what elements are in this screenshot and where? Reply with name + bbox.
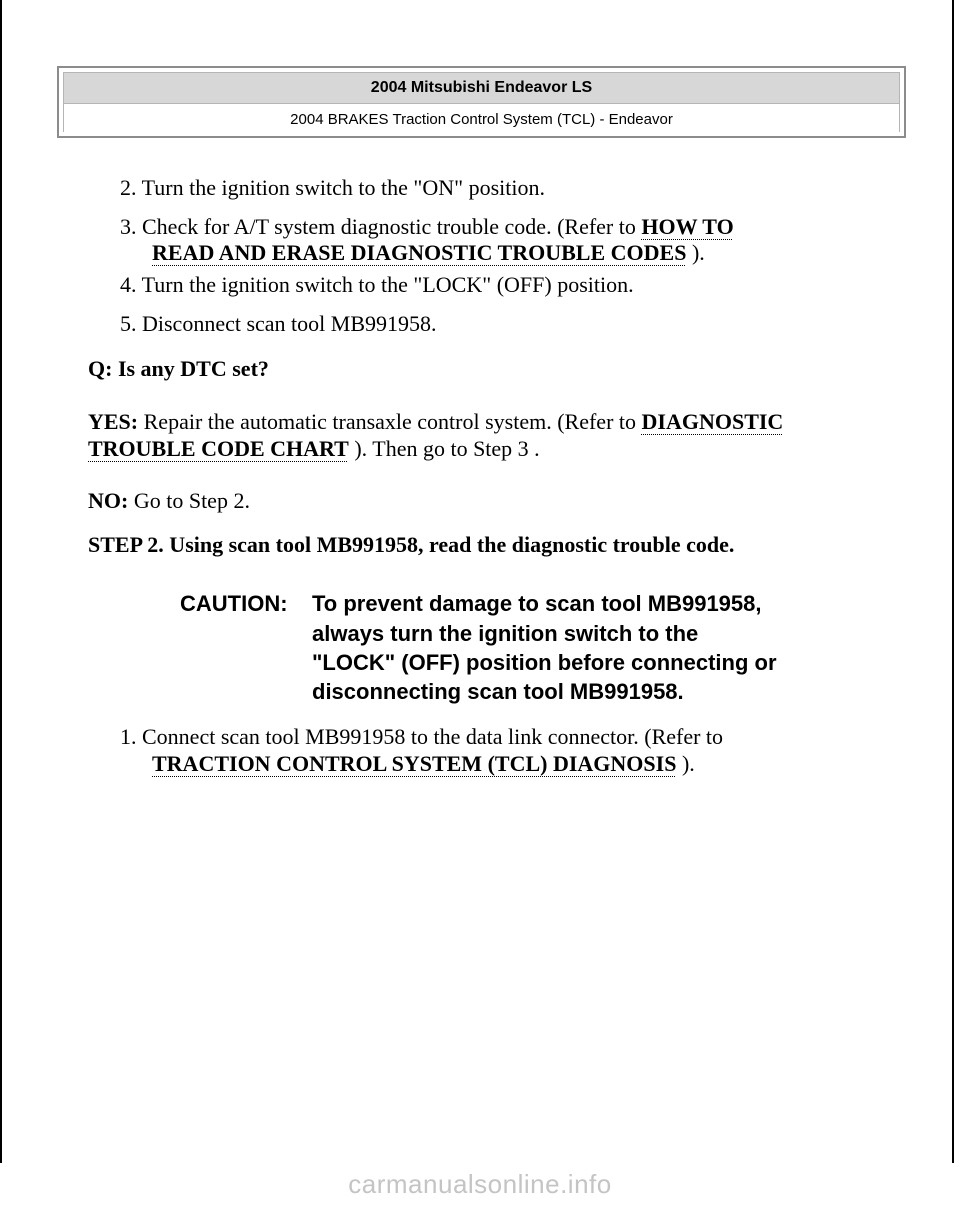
watermark: carmanualsonline.info xyxy=(348,1169,612,1199)
step-3-close: ). xyxy=(686,240,705,265)
no-label: NO: xyxy=(88,488,129,513)
step-1-close: ). xyxy=(676,751,695,776)
dtc-chart-link[interactable]: TROUBLE CODE CHART xyxy=(88,436,349,461)
dtc-question: Q: Is any DTC set? xyxy=(88,356,269,381)
caution-line-1: To prevent damage to scan tool MB991958, xyxy=(312,591,762,616)
tcl-diagnosis-link[interactable]: TRACTION CONTROL SYSTEM (TCL) DIAGNOSIS xyxy=(152,751,677,776)
header-title: 2004 Mitsubishi Endeavor LS xyxy=(64,73,899,104)
step-3-continued xyxy=(152,239,705,267)
document-header xyxy=(57,66,906,138)
yes-post: ). Then go to Step 3 . xyxy=(348,436,540,461)
yes-answer-continued xyxy=(88,435,540,463)
step-1-connect-scan-tool: 1. Connect scan tool MB991958 to the data link connector. (Refer to xyxy=(120,724,724,749)
page-border-right xyxy=(952,0,954,1163)
header-subtitle: 2004 BRAKES Traction Control System (TCL) - Endeavor xyxy=(64,104,899,135)
step-5-disconnect: 5. Disconnect scan tool MB991958. xyxy=(120,311,437,336)
page-border-left xyxy=(0,0,2,1163)
step-2-ignition-on: 2. Turn the ignition switch to the "ON" position. xyxy=(120,175,545,200)
caution-label: CAUTION: xyxy=(180,591,288,616)
step-2-heading: STEP 2. Using scan tool MB991958, read the diagnostic trouble code. xyxy=(88,532,735,557)
step-3-check-dtc xyxy=(120,213,734,241)
step-4-ignition-lock: 4. Turn the ignition switch to the "LOCK" (OFF) position. xyxy=(120,272,634,297)
header-inner xyxy=(63,72,900,132)
dtc-chart-link-part1[interactable]: DIAGNOSTIC xyxy=(641,409,784,434)
caution-line-3: "LOCK" (OFF) position before connecting or xyxy=(312,650,777,675)
no-answer xyxy=(88,487,250,515)
yes-label: YES: xyxy=(88,409,139,434)
how-to-read-erase-dtc-link-part1[interactable]: HOW TO xyxy=(641,214,734,239)
yes-answer xyxy=(88,408,783,436)
how-to-read-erase-dtc-link[interactable]: READ AND ERASE DIAGNOSTIC TROUBLE CODES xyxy=(152,240,687,265)
step-3-text: 3. Check for A/T system diagnostic trouble code. (Refer to xyxy=(120,214,642,239)
caution-line-4: disconnecting scan tool MB991958. xyxy=(312,679,684,704)
yes-text: Repair the automatic transaxle control system. (Refer to xyxy=(138,409,642,434)
no-text: Go to Step 2. xyxy=(128,488,250,513)
caution-line-2: always turn the ignition switch to the xyxy=(312,621,699,646)
step-1-continued xyxy=(152,750,695,778)
